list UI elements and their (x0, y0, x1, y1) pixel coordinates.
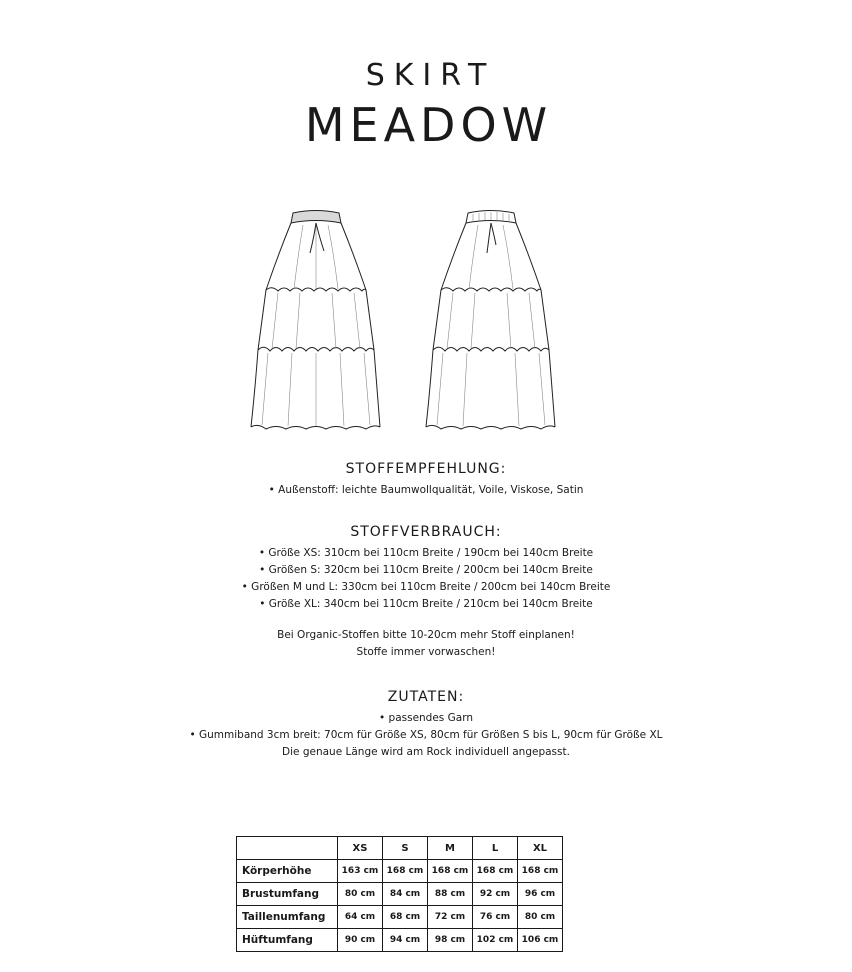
table-cell: 168 cm (428, 860, 473, 883)
garment-type-title: SKIRT (365, 58, 496, 93)
size-column-header: XS (338, 837, 383, 860)
size-column-header: S (383, 837, 428, 860)
fabric-line: • Außenstoff: leichte Baumwollqualität, Voile, Viskose, Satin (268, 484, 584, 496)
table-row (237, 929, 563, 952)
notion-elastic: • Gummiband 3cm breit: 70cm für Größe XS, 80cm für Größen S bis L, 90cm für Größe XL (189, 729, 663, 741)
fabric-recommendation-section (0, 461, 852, 499)
size-column-header: M (428, 837, 473, 860)
table-cell: 96 cm (518, 883, 563, 906)
table-cell: 92 cm (473, 883, 518, 906)
table-cell: 80 cm (338, 883, 383, 906)
size-chart-header-row (237, 837, 563, 860)
usage-line-xs: • Größe XS: 310cm bei 110cm Breite / 190cm bei 140cm Breite (258, 547, 594, 559)
row-label: Taillenumfang (237, 906, 338, 929)
notions-heading: ZUTATEN: (387, 689, 465, 705)
table-cell: 64 cm (338, 906, 383, 929)
table-cell: 102 cm (473, 929, 518, 952)
row-label: Körperhöhe (237, 860, 338, 883)
usage-heading: STOFFVERBRAUCH: (350, 524, 502, 540)
pattern-name-title: MEADOW (304, 98, 553, 152)
notion-thread: • passendes Garn (379, 712, 473, 724)
table-cell: 88 cm (428, 883, 473, 906)
fabric-heading: STOFFEMPFEHLUNG: (345, 461, 507, 477)
table-cell: 72 cm (428, 906, 473, 929)
table-cell: 168 cm (473, 860, 518, 883)
row-label: Brustumfang (237, 883, 338, 906)
size-column-header: XL (518, 837, 563, 860)
fabric-usage-section (0, 524, 852, 613)
row-label: Hüftumfang (237, 929, 338, 952)
note-organic: Bei Organic-Stoffen bitte 10-20cm mehr Stoff einplanen! (277, 629, 575, 641)
table-cell: 90 cm (338, 929, 383, 952)
size-chart-table (236, 836, 563, 952)
notions-section (0, 689, 852, 761)
usage-line-xl: • Größe XL: 340cm bei 110cm Breite / 210cm bei 140cm Breite (259, 598, 593, 610)
table-cell: 76 cm (473, 906, 518, 929)
usage-line-s: • Größen S: 320cm bei 110cm Breite / 200cm bei 140cm Breite (259, 564, 593, 576)
table-cell: 98 cm (428, 929, 473, 952)
skirt-front-sketch-icon (248, 205, 383, 435)
table-cell: 163 cm (338, 860, 383, 883)
notion-length-note: Die genaue Länge wird am Rock individuell angepasst. (282, 746, 570, 758)
size-column-header: L (473, 837, 518, 860)
note-prewash: Stoffe immer vorwaschen! (356, 646, 496, 658)
table-cell: 168 cm (383, 860, 428, 883)
fabric-notes-section (0, 627, 852, 661)
table-cell: 106 cm (518, 929, 563, 952)
table-cell: 94 cm (383, 929, 428, 952)
table-cell: 84 cm (383, 883, 428, 906)
skirt-back-sketch-icon (423, 205, 558, 435)
usage-line-m-l: • Größen M und L: 330cm bei 110cm Breite / 200cm bei 140cm Breite (241, 581, 611, 593)
table-cell: 80 cm (518, 906, 563, 929)
table-cell: 68 cm (383, 906, 428, 929)
size-chart-corner (237, 837, 338, 860)
table-cell: 168 cm (518, 860, 563, 883)
table-row (237, 860, 563, 883)
table-row (237, 906, 563, 929)
table-row (237, 883, 563, 906)
